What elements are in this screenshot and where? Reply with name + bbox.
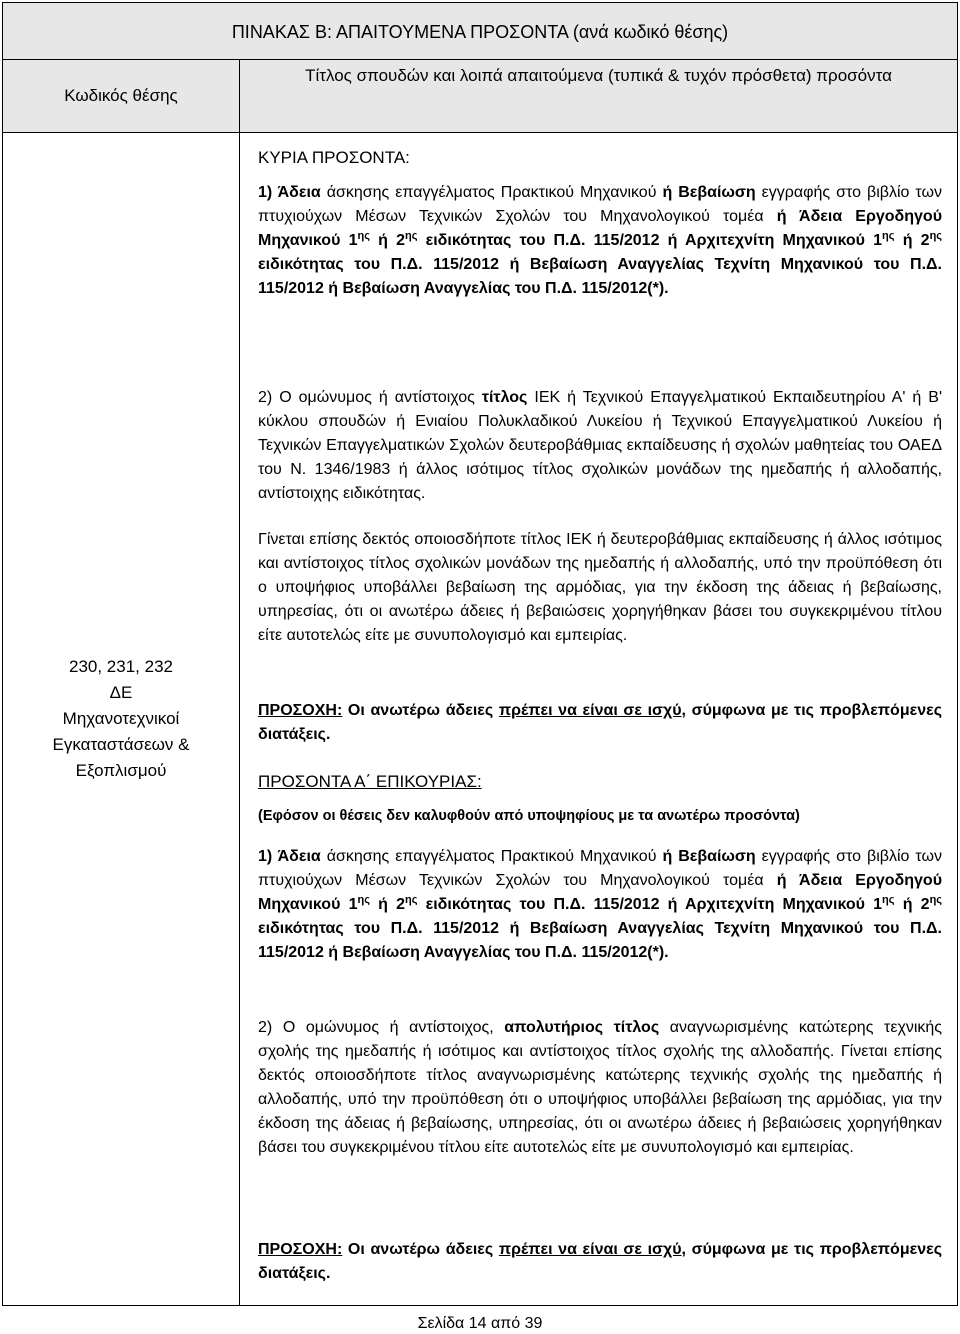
position-specialty-3: Εξοπλισμού bbox=[75, 761, 167, 780]
aux-note: (Εφόσον οι θέσεις δεν καλυφθούν από υποψηφίους με τα ανωτέρω προσόντα) bbox=[258, 808, 800, 824]
position-category: ΔΕ bbox=[109, 683, 133, 702]
aux-warning: ΠΡΟΣΟΧΗ: Οι ανωτέρω άδειες πρέπει να είναι σε ισχύ, σύμφωνα με τις προβλεπόμενες διατάξεις. bbox=[258, 1241, 943, 1282]
position-cell bbox=[2, 132, 240, 1306]
position-codes: 230, 231, 232 bbox=[69, 657, 173, 676]
main-warning: ΠΡΟΣΟΧΗ: Οι ανωτέρω άδειες πρέπει να είναι σε ισχύ, σύμφωνα με τις προβλεπόμενες διατάξεις. bbox=[258, 702, 943, 743]
header-title-label: Τίτλος σπουδών και λοιπά απαιτούμενα (τυπικά & τυχόν πρόσθετα) προσόντα bbox=[305, 66, 892, 85]
header-code-label: Κωδικός θέσης bbox=[64, 86, 178, 105]
header-title-cell bbox=[239, 59, 958, 133]
aux-heading: ΠΡΟΣΟΝΤΑ Α΄ ΕΠΙΚΟΥΡΙΑΣ: bbox=[258, 772, 482, 791]
position-specialty-2: Εγκαταστάσεων & bbox=[52, 735, 190, 754]
position-specialty-1: Μηχανοτεχνικοί bbox=[62, 709, 180, 728]
page-number: Σελίδα 14 από 39 bbox=[417, 1315, 543, 1332]
main-item-2: 2) Ο ομώνυμος ή αντίστοιχος τίτλος ΙΕΚ ή Τεχνικού Επαγγελματικού Εκπαιδευτηρίου Α' ή Β' κύκλου σπουδών ή Ενιαίου Πολυκλαδικού Λυκείου ή Τεχνικού Επαγγελματικού Λυκείου ή Τεχνικών Επαγγελματικών Σχολών δευτεροβάθμιας εκπαίδευσης ή σχολών μαθητείας του ΟΑΕΔ του Ν. 1346/1983 ή άλλος ισότιμος τίτλος σχολικών μονάδων της ημεδαπής ή αλλοδαπής, αντίστοιχης ειδικότητας. bbox=[258, 389, 942, 502]
aux-item-1: 1) Άδεια άσκησης επαγγέλματος Πρακτικού Μηχανικού ή Βεβαίωση εγγραφής στο βιβλίο των πτυχιούχων Μέσων Τεχνικών Σχολών του Μηχανολογικού τομέα ή Άδεια Εργοδηγού Μηχανικού $1^{\eta\varsigma}$ ή $2^{\eta\varsigma}$ ειδικότητας του Π.Δ. 115/2012 ή Αρχιτεχνίτη Μηχανικού $1^{\eta\varsigma}$ ή $2^{\eta\varsigma}$ ειδικότητας του Π.Δ. 115/2012 ή Βεβαίωση Αναγγελίας Τεχνίτη Μηχανικού του Π.Δ. 115/2012 ή Βεβαίωση Αναγγελίας του Π.Δ. 115/2012(*). bbox=[258, 848, 943, 961]
header-code-cell bbox=[2, 59, 240, 133]
table-title-cell bbox=[2, 2, 958, 60]
main-heading: ΚΥΡΙΑ ΠΡΟΣΟΝΤΑ: bbox=[258, 148, 410, 167]
position-info bbox=[53, 654, 190, 784]
table-title: ΠΙΝΑΚΑΣ Β: ΑΠΑΙΤΟΥΜΕΝΑ ΠΡΟΣΟΝΤΑ (ανά κωδικό θέσης) bbox=[231, 22, 729, 42]
main-item-1: 1) Άδεια άσκησης επαγγέλματος Πρακτικού Μηχανικού ή Βεβαίωση εγγραφής στο βιβλίο των πτυχιούχων Μέσων Τεχνικών Σχολών του Μηχανολογικού τομέα ή Άδεια Εργοδηγού Μηχανικού $1^{\eta\varsigma}$ ή $2^{\eta\varsigma}$ ειδικότητας του Π.Δ. 115/2012 ή Αρχιτεχνίτη Μηχανικού $1^{\eta\varsigma}$ ή $2^{\eta\varsigma}$ ειδικότητας του Π.Δ. 115/2012 ή Βεβαίωση Αναγγελίας Τεχνίτη Μηχανικού του Π.Δ. 115/2012 ή Βεβαίωση Αναγγελίας του Π.Δ. 115/2012(*). bbox=[258, 184, 943, 297]
aux-item-2: 2) Ο ομώνυμος ή αντίστοιχος, απολυτήριος τίτλος αναγνωρισμένης κατώτερης τεχνικής σχολής της ημεδαπής ή ισότιμος και αντίστοιχος τίτλος σχολής της αλλοδαπής. Γίνεται επίσης δεκτός οποιοσδήποτε τίτλος αναγνωρισμένης κατώτερης τεχνικής σχολής της ημεδαπής ή αλλοδαπής, υπό την προϋπόθεση ότι ο υποψήφιος υποβάλλει βεβαίωση της αρμόδιας, για την έκδοση της άδειας ή βεβαίωσης, υπηρεσίας, ότι οι ανωτέρω άδειες ή βεβαιώσεις χορηγήθηκαν βάσει του συγκεκριμένου τίτλου είτε αυτοτελώς είτε με συνυπολογισμό και εμπειρίας. bbox=[258, 1019, 943, 1156]
main-also-paragraph: Γίνεται επίσης δεκτός οποιοσδήποτε τίτλος ΙΕΚ ή δευτεροβάθμιας εκπαίδευσης ή άλλος ισότιμος και αντίστοιχος τίτλος σχολικών μονάδων της ημεδαπής ή αλλοδαπής, υπό την προϋπόθεση ότι ο υποψήφιος υποβάλλει βεβαίωση της αρμόδιας, για την έκδοση της άδειας ή βεβαίωσης, υπηρεσίας, ότι οι ανωτέρω άδειες ή βεβαιώσεις χορηγήθηκαν βάσει του συγκεκριμένου τίτλου είτε αυτοτελώς είτε με συνυπολογισμό και εμπειρίας. bbox=[258, 531, 942, 644]
